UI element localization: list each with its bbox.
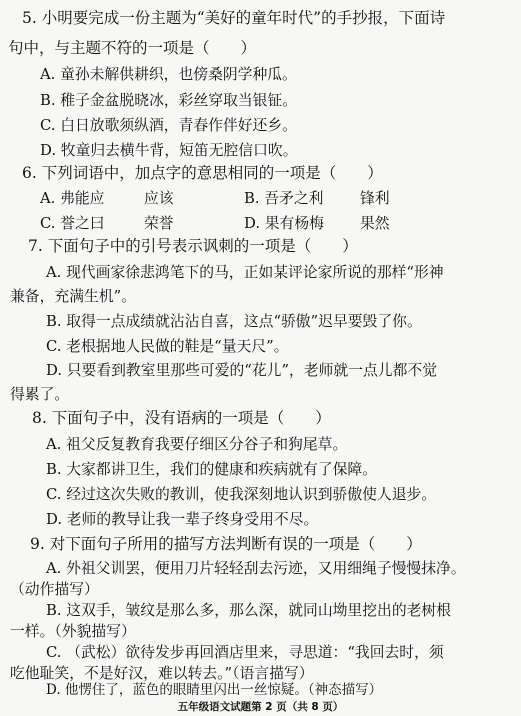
q8-option-a: A. 祖父反复教育我要仔细区分谷子和狗尾草。: [46, 436, 348, 453]
q7-option-c: C. 老根据地人民做的鞋是“量天尺”。: [46, 338, 289, 355]
q5-stem-line2: 句中，与主题不符的一项是（ ）: [8, 39, 257, 57]
q5-stem-line1: 5. 小明要完成一份主题为“美好的童年时代”的手抄报，下面诗: [22, 9, 446, 27]
q6-option-b-compare: 锋利: [360, 190, 390, 207]
q6-option-b-word: B. 吾矛之利: [244, 190, 324, 207]
q9-option-b-line1: B. 这双手，皱纹是那么多，那么深，就同山坳里挖出的老树根: [46, 602, 452, 619]
q5-option-b: B. 稚子金盆脱晓冰，彩丝穿取当银钲。: [40, 92, 298, 109]
q5-option-d: D. 牧童归去横牛背，短笛无腔信口吹。: [40, 142, 298, 159]
q8-option-c: C. 经过这次失败的教训，使我深刻地认识到骄傲使人退步。: [46, 486, 437, 503]
q5-option-a: A. 童孙未解供耕织，也傍桑阴学种瓜。: [40, 66, 297, 83]
q9-option-c-line1: C. （武松）欲待发步再回酒店里来，寻思道：“我回去时，须: [46, 644, 444, 661]
q7-option-a-line2: 兼备，充满生机”。: [10, 288, 136, 305]
q6-option-c-compare: 荣誉: [144, 215, 174, 232]
q5-option-c: C. 白日放歌须纵酒，青春作伴好还乡。: [40, 117, 297, 134]
q7-option-a-line1: A. 现代画家徐悲鸿笔下的马，正如某评论家所说的那样“形神: [46, 264, 444, 281]
q6-stem: 6. 下列词语中，加点字的意思相同的一项是（ ）: [22, 164, 383, 182]
page-footer: 五年级语文试题第 2 页（共 8 页）: [177, 701, 344, 713]
q7-option-b: B. 取得一点成绩就沾沾自喜，这点“骄傲”迟早要毁了你。: [46, 313, 422, 330]
q9-option-a-line2: （动作描写）: [10, 581, 99, 598]
q9-option-d: D. 他愣住了，蓝色的眼睛里闪出一丝惊疑。（神态描写）: [46, 682, 383, 698]
q9-stem: 9. 对下面句子所用的描写方法判断有误的一项是（ ）: [30, 535, 422, 553]
q7-option-d-line2: 得累了。: [10, 386, 70, 403]
q6-option-a-compare: 应该: [144, 190, 174, 207]
q6-option-a-word: A. 弗能应: [40, 190, 105, 207]
q9-option-b-line2: 一样。（外貌描写）: [10, 623, 136, 640]
q7-stem: 7. 下面句子中的引号表示讽刺的一项是（ ）: [28, 237, 358, 255]
q8-option-b: B. 大家都讲卫生，我们的健康和疾病就有了保障。: [46, 461, 378, 478]
q8-stem: 8. 下面句子中，没有语病的一项是（ ）: [32, 409, 331, 427]
q7-option-d-line1: D. 只要看到教室里那些可爱的“花儿”，老师就一点儿都不觉: [46, 362, 437, 379]
q9-option-c-line2: 吃他耻笑，不是好汉，难以转去。”（语言描写）: [10, 665, 314, 682]
q6-option-d-compare: 果然: [360, 215, 390, 232]
q6-option-d-word: D. 果有杨梅: [244, 215, 324, 232]
q9-option-a-line1: A. 外祖父训罢，便用刀片轻轻刮去污迹，又用细绳子慢慢抹净。: [46, 560, 466, 577]
q6-option-c-word: C. 誉之曰: [40, 215, 105, 232]
q8-option-d: D. 老师的教导让我一辈子终身受用不尽。: [46, 511, 319, 528]
